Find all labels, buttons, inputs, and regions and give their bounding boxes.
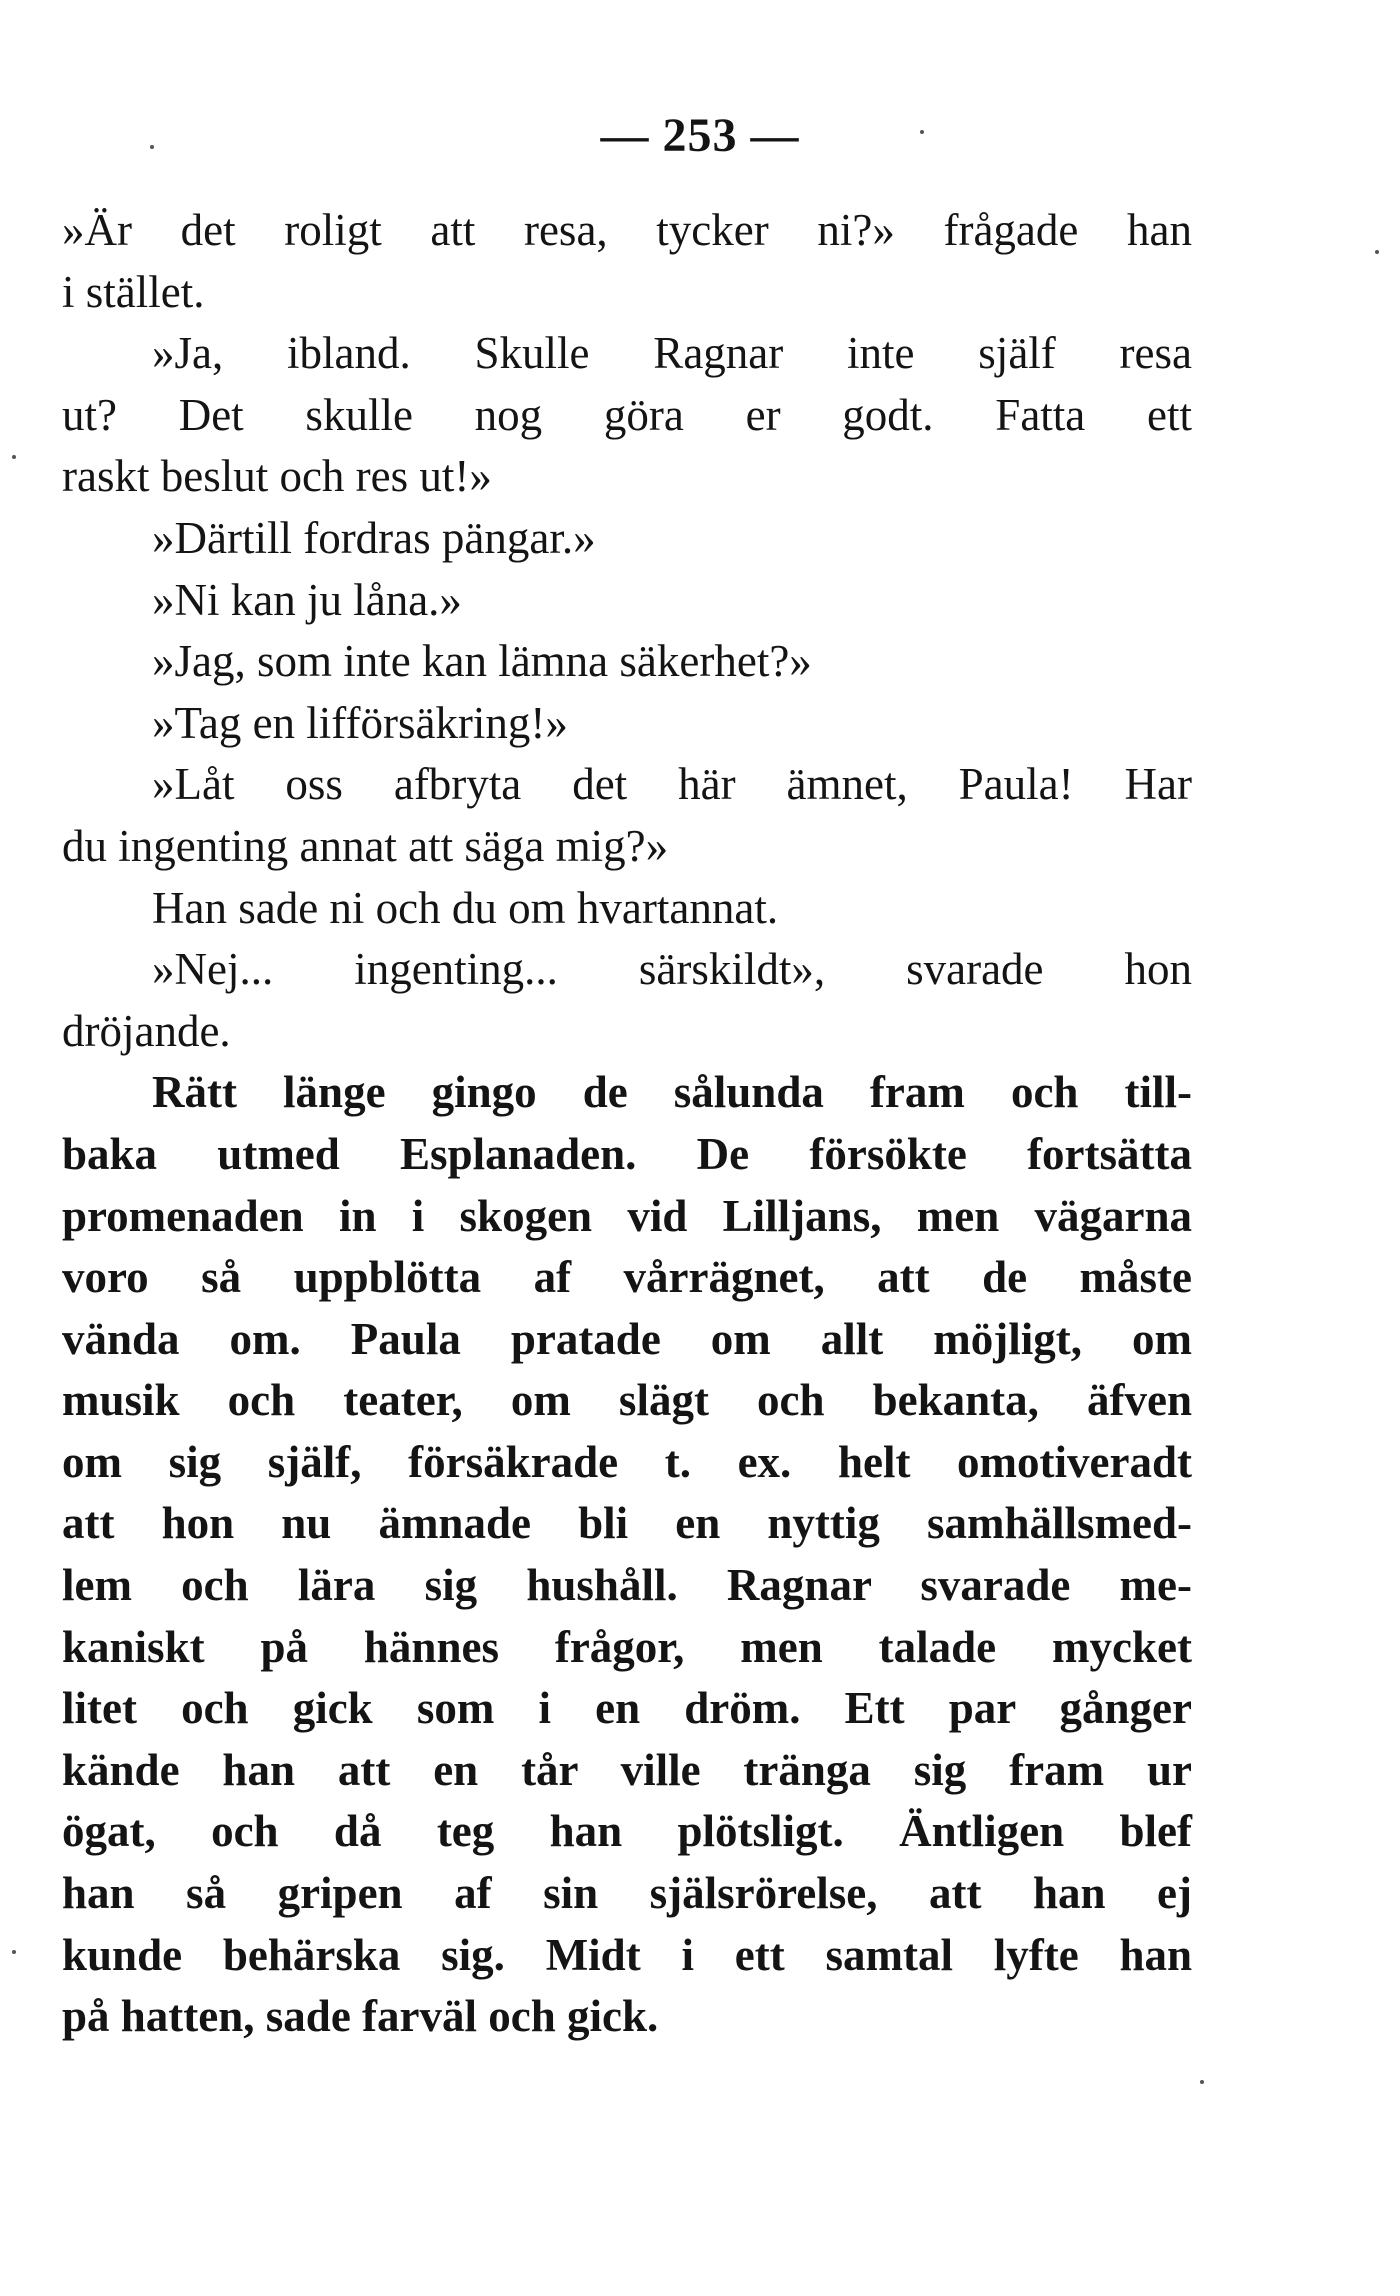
page-number: — 253 — — [600, 109, 800, 162]
text-line: i stället. — [62, 266, 205, 317]
print-speck — [1200, 2080, 1204, 2084]
text-line: du ingenting annat att säga mig?» — [62, 820, 669, 871]
print-speck — [150, 145, 154, 149]
text-line: han så gripen af sin själsrörelse, att han ej — [62, 1868, 1192, 1919]
body-text — [62, 200, 1192, 2048]
text-line: »Nej... ingenting... särskildt», svarade hon — [152, 944, 1192, 995]
text-line: kunde behärska sig. Midt i ett samtal lyfte han — [62, 1929, 1192, 1980]
text-line: promenaden in i skogen vid Lilljans, men vägarna — [62, 1190, 1192, 1241]
text-line: kaniskt på hännes frågor, men talade mycket — [62, 1621, 1192, 1672]
print-speck — [12, 1950, 16, 1954]
text-line: »Låt oss afbryta det här ämnet, Paula! Har — [152, 759, 1192, 810]
text-line: »Ja, ibland. Skulle Ragnar inte själf resa — [152, 328, 1192, 379]
text-line: Han sade ni och du om hvartannat. — [152, 882, 779, 933]
print-speck — [1375, 250, 1379, 254]
print-speck — [920, 130, 924, 134]
text-line: kände han att en tår ville tränga sig fram ur — [62, 1744, 1192, 1795]
text-line: »Jag, som inte kan lämna säkerhet?» — [152, 636, 812, 687]
text-line: »Tag en lifförsäkring!» — [152, 697, 568, 748]
text-line: på hatten, sade farväl och gick. — [62, 1991, 659, 2042]
text-line: ögat, och då teg han plötsligt. Äntligen blef — [62, 1806, 1192, 1857]
text-line: baka utmed Esplanaden. De försökte fortsätta — [62, 1128, 1192, 1179]
text-line: »Därtill fordras pängar.» — [152, 512, 596, 563]
text-line: litet och gick som i en dröm. Ett par gånger — [62, 1683, 1192, 1734]
print-speck — [12, 455, 16, 459]
text-line: musik och teater, om slägt och bekanta, äfven — [62, 1375, 1192, 1426]
text-line: vända om. Paula pratade om allt möjligt, om — [62, 1313, 1192, 1364]
text-line: lem och lära sig hushåll. Ragnar svarade me- — [62, 1560, 1192, 1611]
text-line: raskt beslut och res ut!» — [62, 451, 492, 502]
text-line: ut? Det skulle nog göra er godt. Fatta ett — [62, 389, 1192, 440]
text-line: om sig själf, försäkrade t. ex. helt omotiveradt — [62, 1436, 1192, 1487]
text-line: »Ni kan ju låna.» — [152, 574, 462, 625]
text-line: »Är det roligt att resa, tycker ni?» frågade han — [62, 205, 1192, 255]
text-line: att hon nu ämnade bli en nyttig samhällsmed- — [62, 1498, 1192, 1549]
text-line: dröjande. — [62, 1005, 231, 1056]
text-line: voro så uppblötta af vårrägnet, att de måste — [62, 1252, 1192, 1303]
text-line: Rätt länge gingo de sålunda fram och till- — [152, 1067, 1192, 1118]
